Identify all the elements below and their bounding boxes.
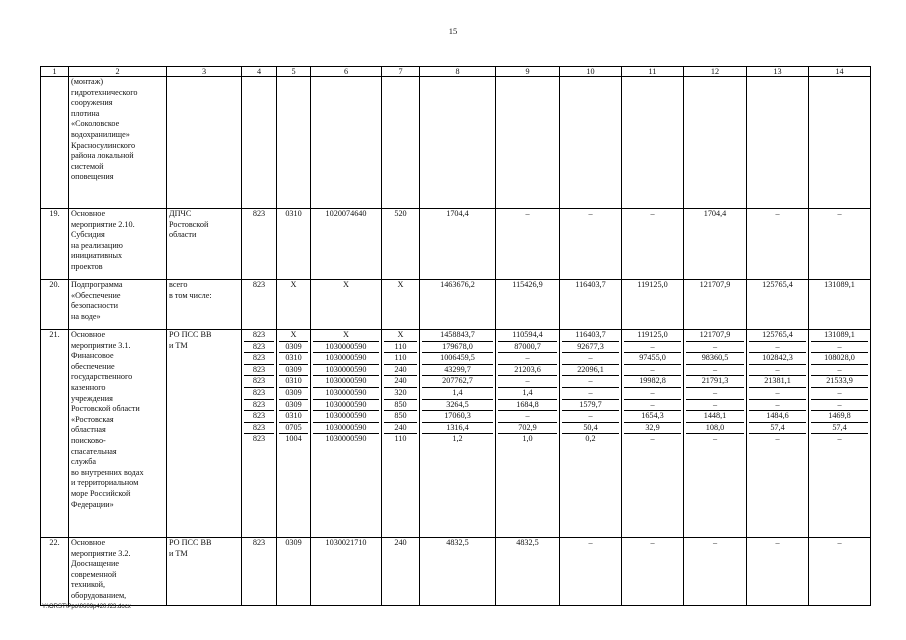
sub-value: – [686,342,744,354]
executor-cell [167,77,242,209]
sub-value: 1030000590 [313,388,379,400]
sub-value: – [712,434,718,444]
sub-value: 1006459,5 [422,353,493,365]
header-cell: 8 [420,67,496,77]
value-cell: Х [382,280,420,330]
executor-cell: всего в том числе: [167,280,242,330]
sub-value: 1458843,7 [422,330,493,342]
value-cell: – [496,209,560,280]
sub-value: Х [384,330,417,342]
sub-value: – [624,400,681,412]
sub-value: – [650,434,655,444]
budget-table [40,66,871,606]
value-column-cell [747,330,809,538]
value-cell: 115426,9 [496,280,560,330]
sub-value: – [811,342,868,354]
sub-value: 823 [252,434,266,444]
row-number-cell: 20. [41,280,69,330]
sub-value: – [686,388,744,400]
sub-value: – [837,434,842,444]
header-cell: 13 [747,67,809,77]
sub-value: 50,4 [562,423,619,435]
sub-value: – [624,388,681,400]
sub-value: 1030000590 [313,376,379,388]
sub-value: Х [279,330,308,342]
sub-value: 823 [244,400,274,412]
sub-value: 98360,5 [686,353,744,365]
sub-value: 823 [244,411,274,423]
sub-value: 823 [244,342,274,354]
value-cell: 1030021710 [311,538,382,606]
sub-value: – [498,376,557,388]
sub-value: – [562,411,619,423]
sub-value: – [811,365,868,377]
value-cell: – [809,209,871,280]
sub-value: 702,9 [498,423,557,435]
value-cell: 4832,5 [420,538,496,606]
header-cell: 12 [684,67,747,77]
sub-value: 1,4 [422,388,493,400]
sub-value: 1030000590 [313,400,379,412]
value-cell: 1704,4 [420,209,496,280]
header-cell: 9 [496,67,560,77]
sub-value: 32,9 [624,423,681,435]
sub-value: 21203,6 [498,365,557,377]
sub-value: 1004 [285,434,302,444]
value-column-cell [420,330,496,538]
sub-value: 110594,4 [498,330,557,342]
activity-name-cell: Основное мероприятие 2.10. Субсидия на реализацию инициативных проектов [69,209,167,280]
sub-value: – [686,400,744,412]
sub-value: 823 [244,376,274,388]
sub-value: 131089,1 [811,330,868,342]
sub-value: – [686,365,744,377]
sub-value: 119125,0 [624,330,681,342]
value-cell: – [622,538,684,606]
value-cell: 0310 [277,209,311,280]
sub-value: 823 [244,353,274,365]
sub-value: 1030000590 [313,353,379,365]
sub-value: 823 [244,423,274,435]
sub-value: 0309 [279,342,308,354]
sub-value: 1030000590 [325,434,367,444]
value-cell: 4832,5 [496,538,560,606]
sub-value: – [562,353,619,365]
sub-value: – [624,342,681,354]
table-row-continuation [41,77,871,209]
sub-value: 1030000590 [313,423,379,435]
sub-value: 110 [394,434,407,444]
sub-value: 1579,7 [562,400,619,412]
sub-value: – [749,400,806,412]
sub-value: 1,2 [452,434,463,444]
value-cell: 131089,1 [809,280,871,330]
sub-value: 87000,7 [498,342,557,354]
header-cell: 2 [69,67,167,77]
sub-value: – [749,388,806,400]
sub-value: 1684,8 [498,400,557,412]
header-cell: 5 [277,67,311,77]
sub-value: 1448,1 [686,411,744,423]
sub-value: 57,4 [811,423,868,435]
sub-value: – [562,376,619,388]
sub-value: 320 [384,388,417,400]
row-number-cell: 19. [41,209,69,280]
value-column-cell [809,330,871,538]
column-number-row [41,67,871,77]
activity-name-cell: Подпрограмма «Обеспечение безопасности на воде» [69,280,167,330]
value-column-cell [622,330,684,538]
value-cell: – [809,538,871,606]
sub-value: 125765,4 [749,330,806,342]
table-row-22 [41,538,871,606]
sub-value: 21533,9 [811,376,868,388]
sub-value: 207762,7 [422,376,493,388]
activity-name-cell: Основное мероприятие 3.2. Дооснащение современной техникой, оборудованием, [69,538,167,606]
value-column-cell [684,330,747,538]
sub-value: Х [313,330,379,342]
activity-name-cell: Основное мероприятие 3.1. Финансовое обеспечение государственного казенного учреждения Ростовской области «Ростовская областная поисково- спасательная служба во внутренних водах и территориальном море Российской Федерации» [69,330,167,538]
sub-value: 22096,1 [562,365,619,377]
sub-value: 116403,7 [562,330,619,342]
value-column-cell [242,330,277,538]
sub-value: 1030000590 [313,342,379,354]
value-cell: 116403,7 [560,280,622,330]
sub-value: 179678,0 [422,342,493,354]
table-row-20 [41,280,871,330]
sub-value: 110 [384,342,417,354]
value-cell: 121707,9 [684,280,747,330]
sub-value: 121707,9 [686,330,744,342]
sub-value: 57,4 [749,423,806,435]
value-column-cell [311,330,382,538]
sub-value: 1316,4 [422,423,493,435]
page-number: 15 [448,26,458,36]
sub-value: – [811,388,868,400]
sub-value: 92677,3 [562,342,619,354]
sub-value: 0309 [279,365,308,377]
sub-value: 102842,3 [749,353,806,365]
value-cell: 823 [242,280,277,330]
sub-value: 0309 [279,400,308,412]
value-cell: – [560,209,622,280]
value-column-cell [277,330,311,538]
sub-value: 240 [384,423,417,435]
sub-value: – [562,388,619,400]
value-column-cell [560,330,622,538]
sub-value: – [749,365,806,377]
sub-value: 17060,3 [422,411,493,423]
header-cell: 3 [167,67,242,77]
sub-value: 823 [244,330,274,342]
file-path-footer: Y:\ORST\Ppo\0609p420.f23.docx [42,604,131,610]
sub-value: 1,4 [498,388,557,400]
value-cell: 1463676,2 [420,280,496,330]
sub-value: 0310 [279,376,308,388]
header-cell: 1 [41,67,69,77]
table-row-19 [41,209,871,280]
sub-value: 0309 [279,388,308,400]
sub-value: – [775,434,780,444]
value-cell: 240 [382,538,420,606]
sub-value: 240 [384,365,417,377]
value-column-cell [496,330,560,538]
sub-value: 3264,5 [422,400,493,412]
sub-value: 43299,7 [422,365,493,377]
sub-value: 108028,0 [811,353,868,365]
value-cell: 119125,0 [622,280,684,330]
value-cell: 125765,4 [747,280,809,330]
sub-value: 1030000590 [313,411,379,423]
sub-value: 823 [244,388,274,400]
sub-value: 0,2 [585,434,596,444]
value-cell: 520 [382,209,420,280]
value-cell: Х [277,280,311,330]
sub-value: 1030000590 [313,365,379,377]
sub-value: – [498,353,557,365]
value-cell: Х [311,280,382,330]
executor-cell: РО ПСС ВВ и ТМ [167,330,242,538]
value-column-cell [382,330,420,538]
executor-cell: РО ПСС ВВ и ТМ [167,538,242,606]
header-cell: 14 [809,67,871,77]
row-number-cell: 22. [41,538,69,606]
sub-value: – [749,342,806,354]
value-cell: – [747,209,809,280]
sub-value: 1,0 [522,434,533,444]
sub-value: 823 [244,365,274,377]
sub-value: 97455,0 [624,353,681,365]
sub-value: – [811,400,868,412]
sub-value: 1654,3 [624,411,681,423]
value-cell: – [560,538,622,606]
sub-value: 21791,3 [686,376,744,388]
sub-value: – [498,411,557,423]
activity-name-cell: (монтаж) гидротехнического сооружения плотина «Соколовское водохранилище» Красносулинского района локальной системой оповещения [69,77,167,209]
table-row-21 [41,330,871,538]
sub-value: 108,0 [686,423,744,435]
sub-value: 0310 [279,411,308,423]
sub-value: 1469,8 [811,411,868,423]
sub-value: 1484,6 [749,411,806,423]
sub-value: 0310 [279,353,308,365]
value-cell: 823 [242,538,277,606]
value-cell: – [622,209,684,280]
sub-value: – [624,365,681,377]
row-number-cell [41,77,69,209]
value-cell: 823 [242,209,277,280]
header-cell: 4 [242,67,277,77]
row-number-cell: 21. [41,330,69,538]
sub-value: 240 [384,376,417,388]
header-cell: 10 [560,67,622,77]
value-cell: – [684,538,747,606]
sub-value: 850 [384,400,417,412]
header-cell: 7 [382,67,420,77]
header-cell: 11 [622,67,684,77]
header-cell: 6 [311,67,382,77]
sub-value: 0705 [279,423,308,435]
value-cell: – [747,538,809,606]
executor-cell: ДПЧС Ростовской области [167,209,242,280]
value-cell: 0309 [277,538,311,606]
sub-value: 21381,1 [749,376,806,388]
sub-value: 19982,8 [624,376,681,388]
sub-value: 850 [384,411,417,423]
value-cell: 1020074640 [311,209,382,280]
sub-value: 110 [384,353,417,365]
value-cell: 1704,4 [684,209,747,280]
